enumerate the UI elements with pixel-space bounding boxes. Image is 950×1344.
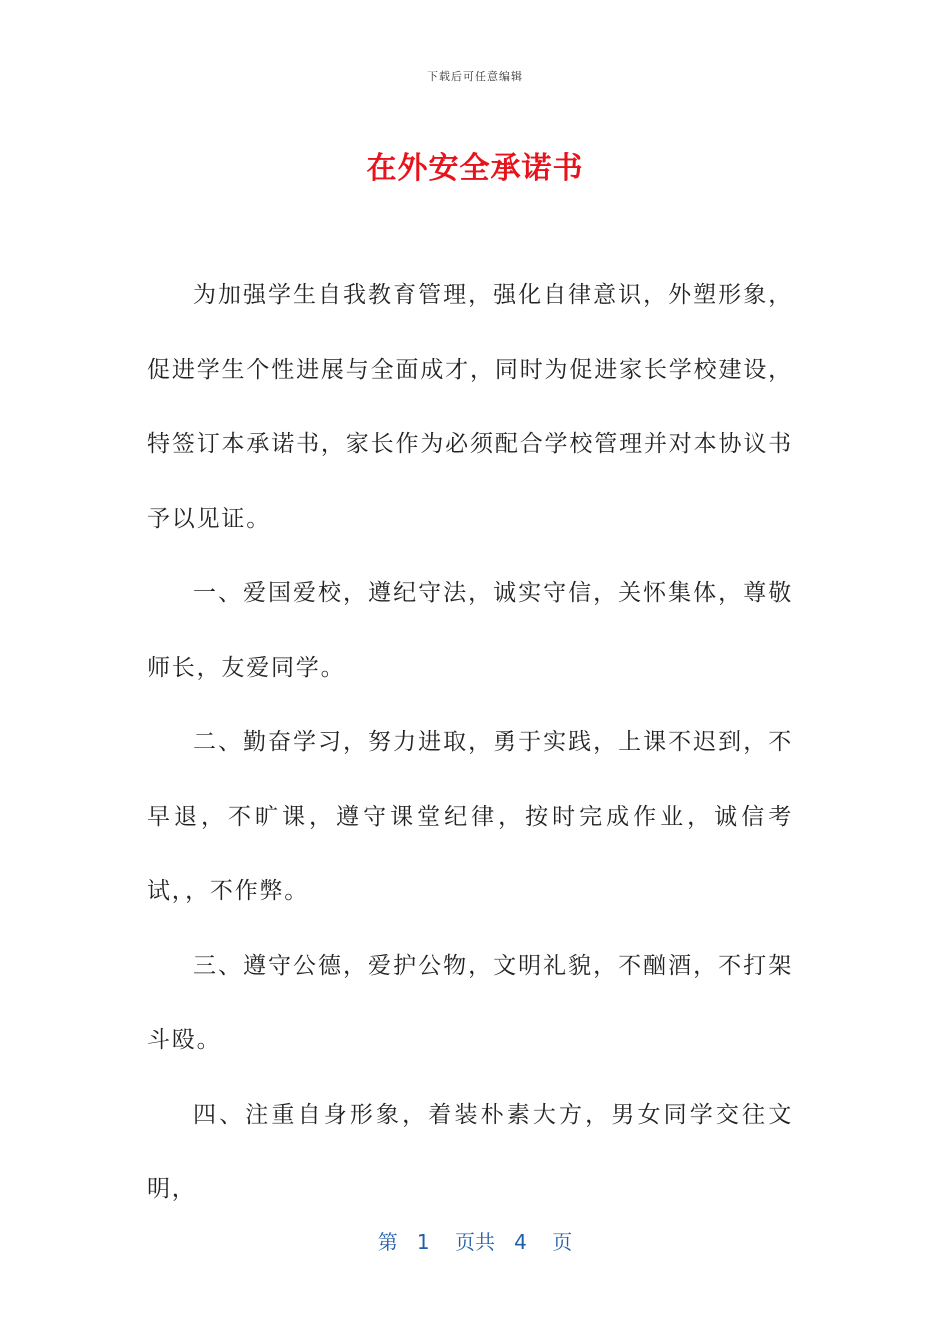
paragraph-item-4: 四、注重自身形象，着装朴素大方，男女同学交往文明，: [147, 1101, 793, 1202]
page-total: 4: [514, 1230, 527, 1254]
page-footer: [0, 1226, 950, 1255]
document-title: 在外安全承诺书: [366, 151, 584, 186]
page-prefix: 第: [377, 1230, 398, 1254]
paragraph-item-3: 三、遵守公德，爱护公物，文明礼貌，不酗酒，不打架斗殴。: [147, 952, 793, 1053]
document-body: [147, 258, 793, 1227]
header-note: 下载后可任意编辑: [427, 70, 523, 83]
paragraph-item-1: 一、爱国爱校，遵纪守法，诚实守信，关怀集体，尊敬师长，友爱同学。: [147, 580, 793, 681]
page-number: 1: [416, 1230, 430, 1254]
page-middle: 页共: [455, 1230, 495, 1254]
page-suffix: 页: [552, 1230, 573, 1254]
paragraph-item-2: 二、勤奋学习，努力进取，勇于实践，上课不迟到，不早退，不旷课，遵守课堂纪律，按时完成作业，诚信考试，，不作弊。: [147, 729, 793, 904]
paragraph-intro: 为加强学生自我教育管理，强化自律意识，外塑形象，促进学生个性进展与全面成才，同时为促进家长学校建设，特签订本承诺书，家长作为必须配合学校管理并对本协议书予以见证。: [147, 282, 793, 532]
